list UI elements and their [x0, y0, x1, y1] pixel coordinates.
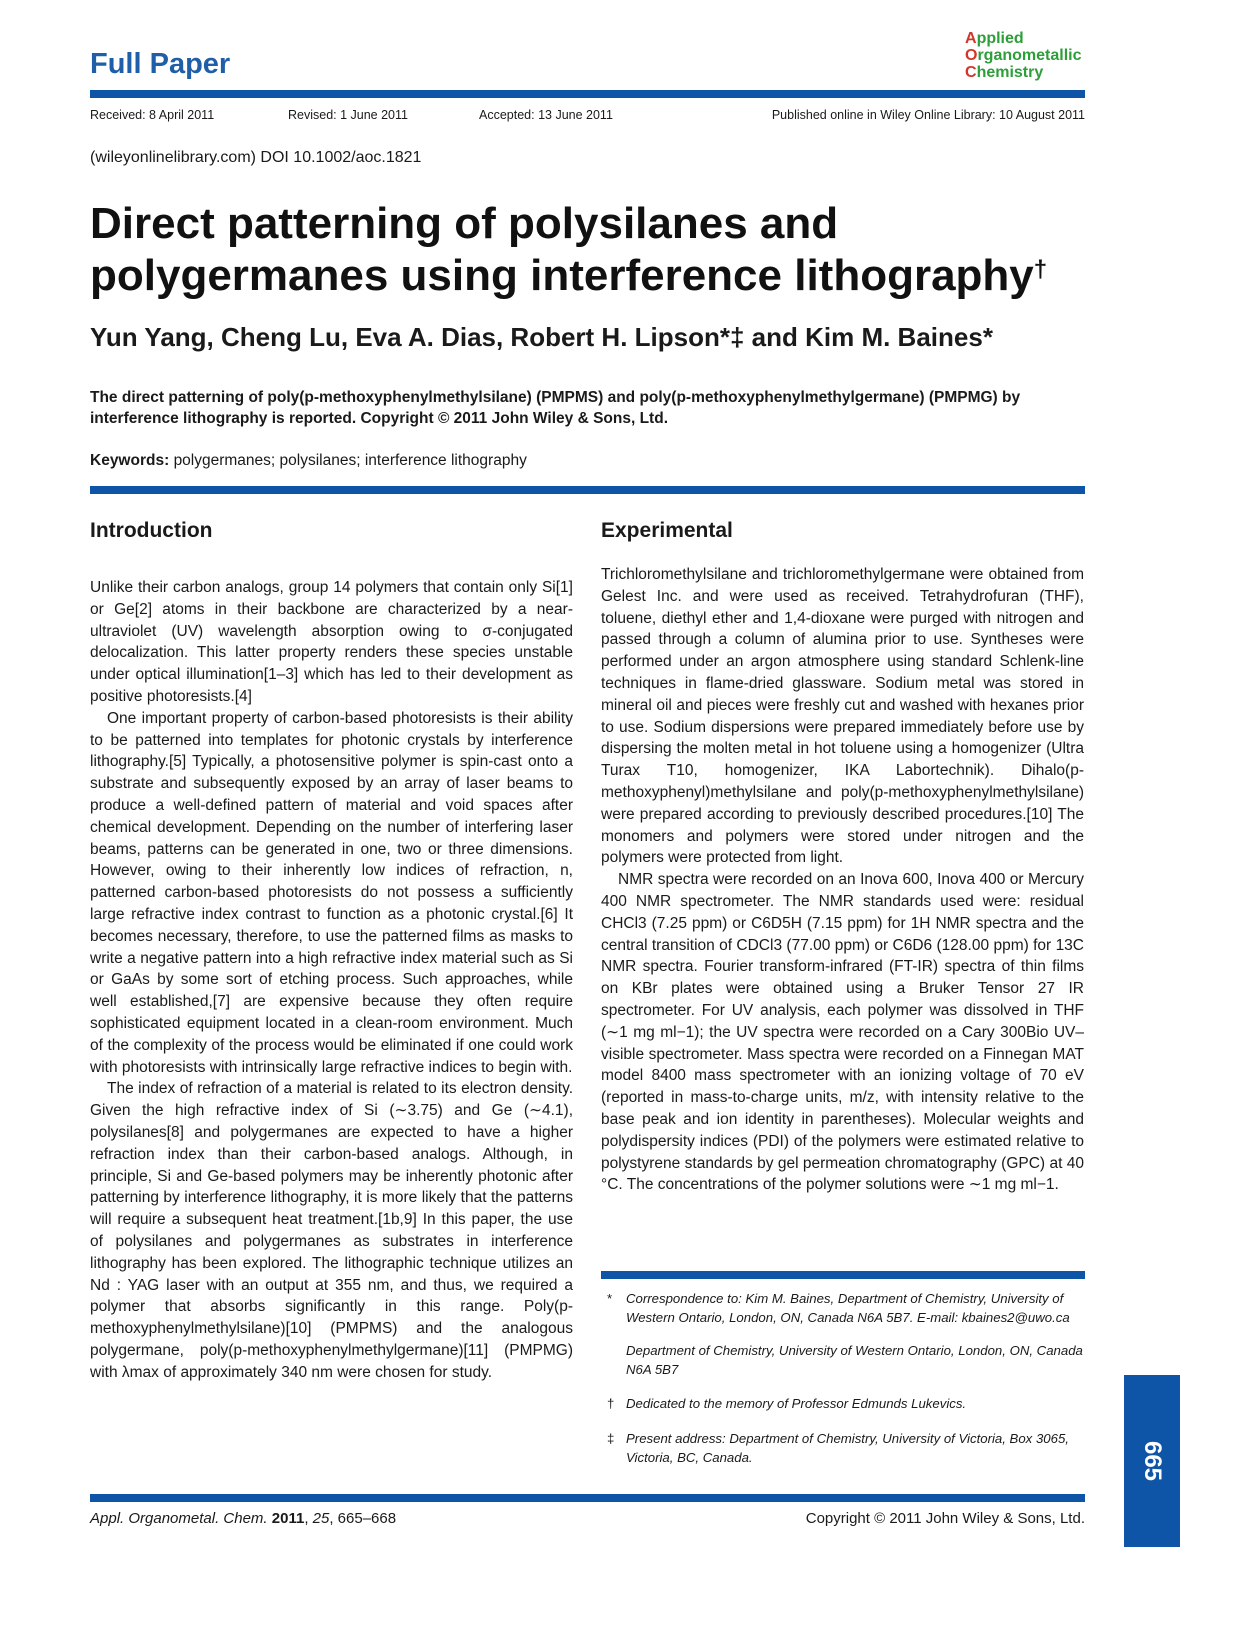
footnote-present-address — [601, 1430, 1085, 1467]
footnote-dedication — [601, 1395, 1085, 1414]
received-date: Received: 8 April 2011 — [90, 108, 215, 122]
journal-logo — [965, 30, 1081, 81]
logo-line-organometallic: Organometallic — [965, 47, 1082, 64]
keywords-list: polygermanes; polysilanes; interference lithography — [173, 452, 527, 469]
abstract: The direct patterning of poly(p-methoxyphenylmethylsilane) (PMPMS) and poly(p-methoxyphenylmethylgermane) (PMPMG) by interference lithography is reported. Copyright © 2011 John Wiley & Sons, Ltd. — [90, 389, 1021, 427]
exp-paragraph-2: NMR spectra were recorded on an Inova 600, Inova 400 or Mercury 400 NMR spectrometer. The NMR standards used were: residual CHCl3 (7.25 ppm) or C6D5H (7.15 ppm) for 1H NMR spectra and the central transition of CDCl3 (77.00 ppm) or C6D6 (128.00 ppm) for 13C NMR spectra. Fourier transform-infrared (FT-IR) spectra of thin films on KBr plates were obtained using a Bruker Tensor 27 IR spectrometer. For UV analysis, each polymer was dissolved in THF (∼1 mg ml−1); the UV spectra were recorded on a Cary 300Bio UV–visible spectrometer. Mass spectra were recorded on a Finnegan MAT model 8400 mass spectrometer with an ionizing voltage of 70 eV (reported in mass-to-charge units, m/z, with intensity relative to the base peak and ion identity in parentheses). Molecular weights and polydispersity indices (PDI) of the polymers were estimated relative to polystyrene standards by gel permeation chromatography (GPC) at 40 °C. The concentrations of the polymer solutions were ∼1 mg ml−1. — [601, 871, 1084, 1194]
intro-paragraph-3: The index of refraction of a material is related to its electron density. Given the high refractive index of Si (∼3.75) and Ge (∼4.1), polysilanes[8] and polygermanes are expected to have a higher refraction index than their carbon-based analogs. Although, in principle, Si and Ge-based polymers may be inherently photonic after patterning by interference lithography, it is more likely that the patterns will require a subsequent heat treatment.[1b,9] In this paper, the use of polysilanes and polygermanes as substrates in interference lithography has been explored. The lithographic technique utilizes an Nd : YAG laser with an output at 355 nm, and thus, we required a polymer that absorbs significantly in this range. Poly(p-methoxyphenylmethylsilane)[10] (PMPMS) and the analogous polygermane, poly(p-methoxyphenylmethylgermane)[11] (PMPMG) with λmax of approximately 340 nm were chosen for study. — [90, 1080, 573, 1381]
footnote-dagger: † — [607, 1396, 615, 1411]
author-list: Yun Yang, Cheng Lu, Eva A. Dias, Robert H. Lipson*‡ and Kim M. Baines* — [90, 322, 993, 352]
copyright-notice: Copyright © 2011 John Wiley & Sons, Ltd. — [805, 1510, 1085, 1527]
dedication-text: Dedicated to the memory of Professor Edmunds Lukevics. — [626, 1396, 967, 1411]
keywords-label: Keywords: — [90, 452, 170, 469]
footnote-double-dagger: ‡ — [607, 1431, 615, 1446]
exp-paragraph-1: Trichloromethylsilane and trichloromethylgermane were obtained from Gelest Inc. and were used as received. Tetrahydrofuran (THF), toluene, diethyl ether and 1,4-dioxane were purged with nitrogen and passed through a column of alumina prior to use. Syntheses were performed under an argon atmosphere using standard Schlenk-line techniques in flame-dried glassware. Sodium metal was stored in mineral oil and pieces were freshly cut and washed with hexanes prior to use. Sodium dispersions were prepared immediately before use by dispersing the molten metal in hot toluene using a homogenizer (Ultra Turax T10, homogenizer, IKA Labortechnik). Dihalo(p-methoxyphenyl)methylsilane and poly(p-methoxyphenylmethylsilane) were prepared according to previously described procedures.[10] The monomers and polymers were stored under nitrogen and the polymers were protected from light. — [601, 566, 1084, 867]
keywords — [90, 452, 527, 470]
present-address-text: Present address: Department of Chemistry, University of Victoria, Box 3065, Victoria, BC, Canada. — [626, 1431, 1069, 1465]
abstract-rule — [90, 486, 1085, 494]
page-number: 665 — [1139, 1440, 1166, 1482]
revised-date: Revised: 1 June 2011 — [288, 108, 408, 122]
footnote-correspondence — [601, 1290, 1085, 1327]
title-line-2-text: polygermanes using interference lithography — [90, 251, 1034, 300]
title-dagger: † — [1033, 256, 1048, 283]
introduction-body — [90, 577, 573, 1383]
accepted-date: Accepted: 13 June 2011 — [479, 108, 613, 122]
experimental-body — [601, 564, 1084, 1196]
footer-rule — [90, 1494, 1085, 1502]
footnote-rule — [601, 1271, 1085, 1279]
citation-pages: , 665–668 — [329, 1510, 397, 1527]
logo-line-chemistry: Chemistry — [965, 64, 1044, 81]
logo-line-applied: Applied — [965, 30, 1024, 47]
section-type-label: Full Paper — [90, 48, 231, 80]
published-date: Published online in Wiley Online Library: 10 August 2011 — [771, 108, 1085, 122]
citation-journal: Appl. Organometal. Chem. — [90, 1510, 268, 1527]
title-line-2 — [90, 250, 1140, 302]
intro-paragraph-2: One important property of carbon-based photoresists is their ability to be patterned into templates for photonic crystals by interference lithography.[5] Typically, a photosensitive polymer is spin-cast onto a substrate and subsequently exposed by an array of laser beams to produce a well-defined pattern of material and void spaces after chemical development. Depending on the number of interfering laser beams, patterns can be generated in one, two or three dimensions. However, owing to their inherently low indices of refraction, n, patterned carbon-based photoresists do not possess a sufficiently large refractive index contrast to function as a photonic crystal.[6] It becomes necessary, therefore, to use the patterned films as masks to write a negative pattern into a high refractive index material such as Si or GaAs by some sort of etching process. Such approaches, while well established,[7] are expensive because they often require sophisticated equipment located in a clean-room environment. Much of the complexity of the process would be eliminated if one could work with photoresists with intrinsically large refractive indices to begin with. — [90, 709, 573, 1076]
journal-citation: Appl. Organometal. Chem. 2011, 25, 665–668 — [90, 1510, 397, 1527]
citation-volume: 25 — [312, 1510, 330, 1527]
experimental-heading: Experimental — [601, 519, 733, 542]
introduction-heading: Introduction — [90, 519, 213, 542]
footnote-affiliation — [601, 1342, 1085, 1379]
doi-line[interactable]: (wileyonlinelibrary.com) DOI 10.1002/aoc.1821 — [90, 149, 422, 166]
footnote-asterisk: * — [607, 1291, 613, 1306]
article-title — [90, 198, 1140, 302]
intro-paragraph-1: Unlike their carbon analogs, group 14 polymers that contain only Si[1] or Ge[2] atoms in their backbone are characterized by a near-ultraviolet (UV) wavelength absorption owing to σ-conjugated delocalization. This latter property renders these species unstable under optical illumination[1–3] which has led to their development as positive photoresists.[4] — [90, 579, 573, 705]
affiliation-text: Department of Chemistry, University of Western Ontario, London, ON, Canada N6A 5B7 — [626, 1343, 1083, 1377]
correspondence-text: Correspondence to: Kim M. Baines, Department of Chemistry, University of Western Ontario, London, ON, Canada N6A 5B7. E-mail: kbaines2@uwo.ca — [626, 1291, 1070, 1325]
title-line-1: Direct patterning of polysilanes and — [90, 199, 839, 248]
header-rule — [90, 90, 1085, 98]
citation-year: 2011 — [271, 1510, 305, 1527]
